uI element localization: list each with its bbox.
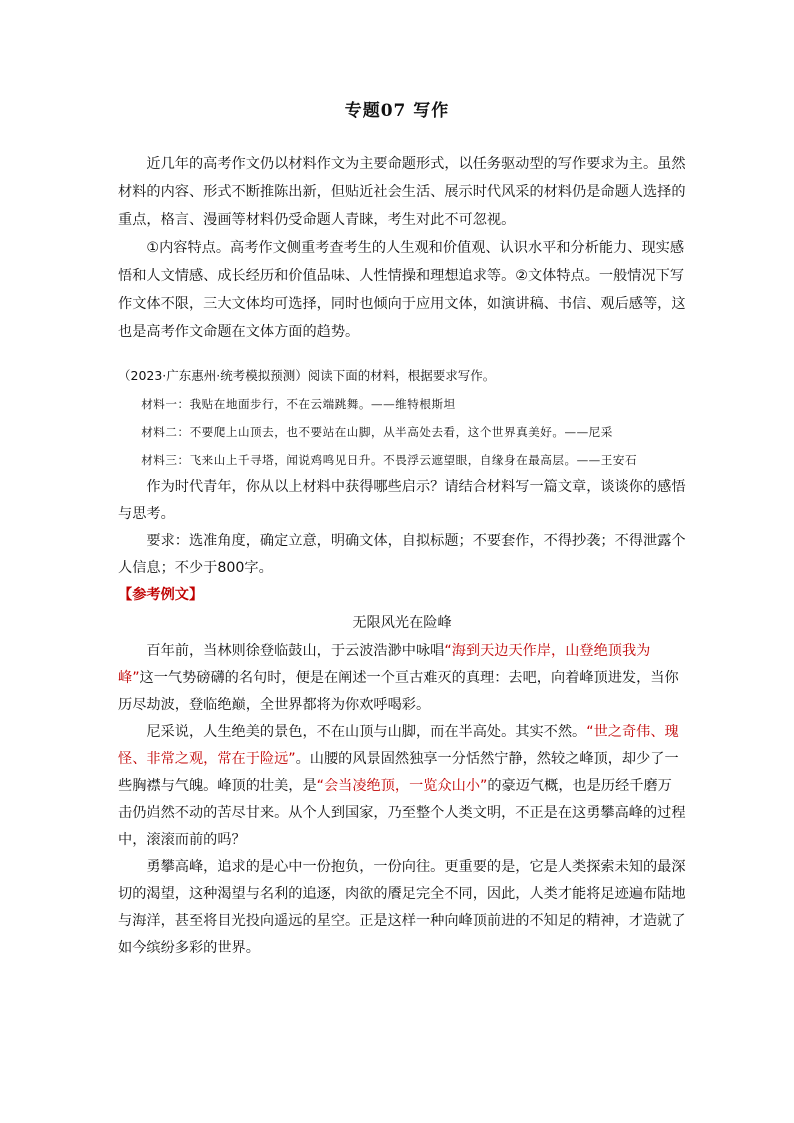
intro-paragraph-2: ①内容特点。高考作文侧重考查考生的人生观和价值观、认识水平和分析能力、现实感悟和人文情感、成长经历和价值品味、人性情操和理想追求等。②文体特点。一般情况下写作文体不限，三大文体均可选择，同时也倾向于应用文体，如演讲稿、书信、观后感等，这也是高考作文命题在文体方面的趋势。 <box>118 240 686 340</box>
essay-p1-quote-1: “海到天边天作岸，山登绝顶我为峰” <box>118 643 651 686</box>
essay-paragraph-3: 勇攀高峰，追求的是心中一份抱负，一份向往。更重要的是，它是人类探索未知的最深切的渴望，这种渴望与名利的追逐，肉欲的餍足完全不同，因此，人类才能将足迹遍布陆地与海洋，甚至将目光投向遥远的星空。正是这样一种向峰顶前进的不知足的精神，才造就了如今缤纷多彩的世界。 <box>118 859 686 956</box>
intro-section <box>118 150 686 346</box>
essay-p2-text-a: 尼采说，人生绝美的景色，不在山顶与山脚，而在半高处。其实不然。 <box>146 724 587 740</box>
essay-p1-text-a: 百年前，当林则徐登临鼓山，于云波浩渺中咏唱 <box>146 643 445 659</box>
essay-p2-quote-2: “会当凌绝顶，一览众山小” <box>316 778 488 794</box>
essay-p1-text-b: 这一气势磅礴的名句时，便是在阐述一个亘古难灭的真理：去吧，向着峰顶进发，当你历尽劫波，登临绝巅，全世界都将为你欢呼喝彩。 <box>118 670 679 713</box>
writing-task-section <box>118 362 686 962</box>
intro-paragraph-1: 近几年的高考作文仍以材料作文为主要命题形式，以任务驱动型的写作要求为主。虽然材料的内容、形式不断推陈出新，但贴近社会生活、展示时代风采的材料仍是命题人选择的重点，格言、漫画等材料仍受命题人青睐，考生对此不可忽视。 <box>118 156 686 228</box>
task-requirements: 要求：选准角度，确定立意，明确文体，自拟标题；不要套作，不得抄袭；不得泄露个人信息；不少于800字。 <box>118 533 686 576</box>
task-source: （2023·广东惠州·统考模拟预测）阅读下面的材料，根据要求写作。 <box>118 368 496 383</box>
essay-paragraph-2 <box>118 719 686 854</box>
essay-p2-quote-1: “世之奇伟、瑰怪、非常之观，常在于险远” <box>118 724 679 767</box>
sample-essay-title: 无限风光在险峰 <box>352 615 452 631</box>
sample-essay-label: 【参考例文】 <box>118 587 204 603</box>
essay-paragraph-1 <box>118 638 686 719</box>
task-prompt: 作为时代青年，你从以上材料中获得哪些启示？请结合材料写一篇文章，谈谈你的感悟与思考。 <box>118 479 686 522</box>
essay-p2-text-c: 的豪迈气概，也是历经千磨万击仍岿然不动的苦尽甘来。从个人到国家，乃至整个人类文明，不正是在这勇攀高峰的过程中，滚滚而前的吗？ <box>118 778 686 848</box>
material-1: 材料一：我贴在地面步行，不在云端跳舞。——维特根斯坦 <box>141 397 456 411</box>
material-3: 材料三：飞来山上千寻塔，闻说鸡鸣见日升。不畏浮云遮望眼，自缘身在最高层。——王安石 <box>141 453 638 467</box>
material-2: 材料二：不要爬上山顶去，也不要站在山脚，从半高处去看，这个世界真美好。——尼采 <box>141 425 613 439</box>
document-title: 专题07 写作 <box>344 101 450 121</box>
essay-p2-text-b: 。山腰的风景固然独享一分恬然宁静，然较之峰顶，却少了一些胸襟与气魄。峰顶的壮美，是 <box>118 751 679 794</box>
